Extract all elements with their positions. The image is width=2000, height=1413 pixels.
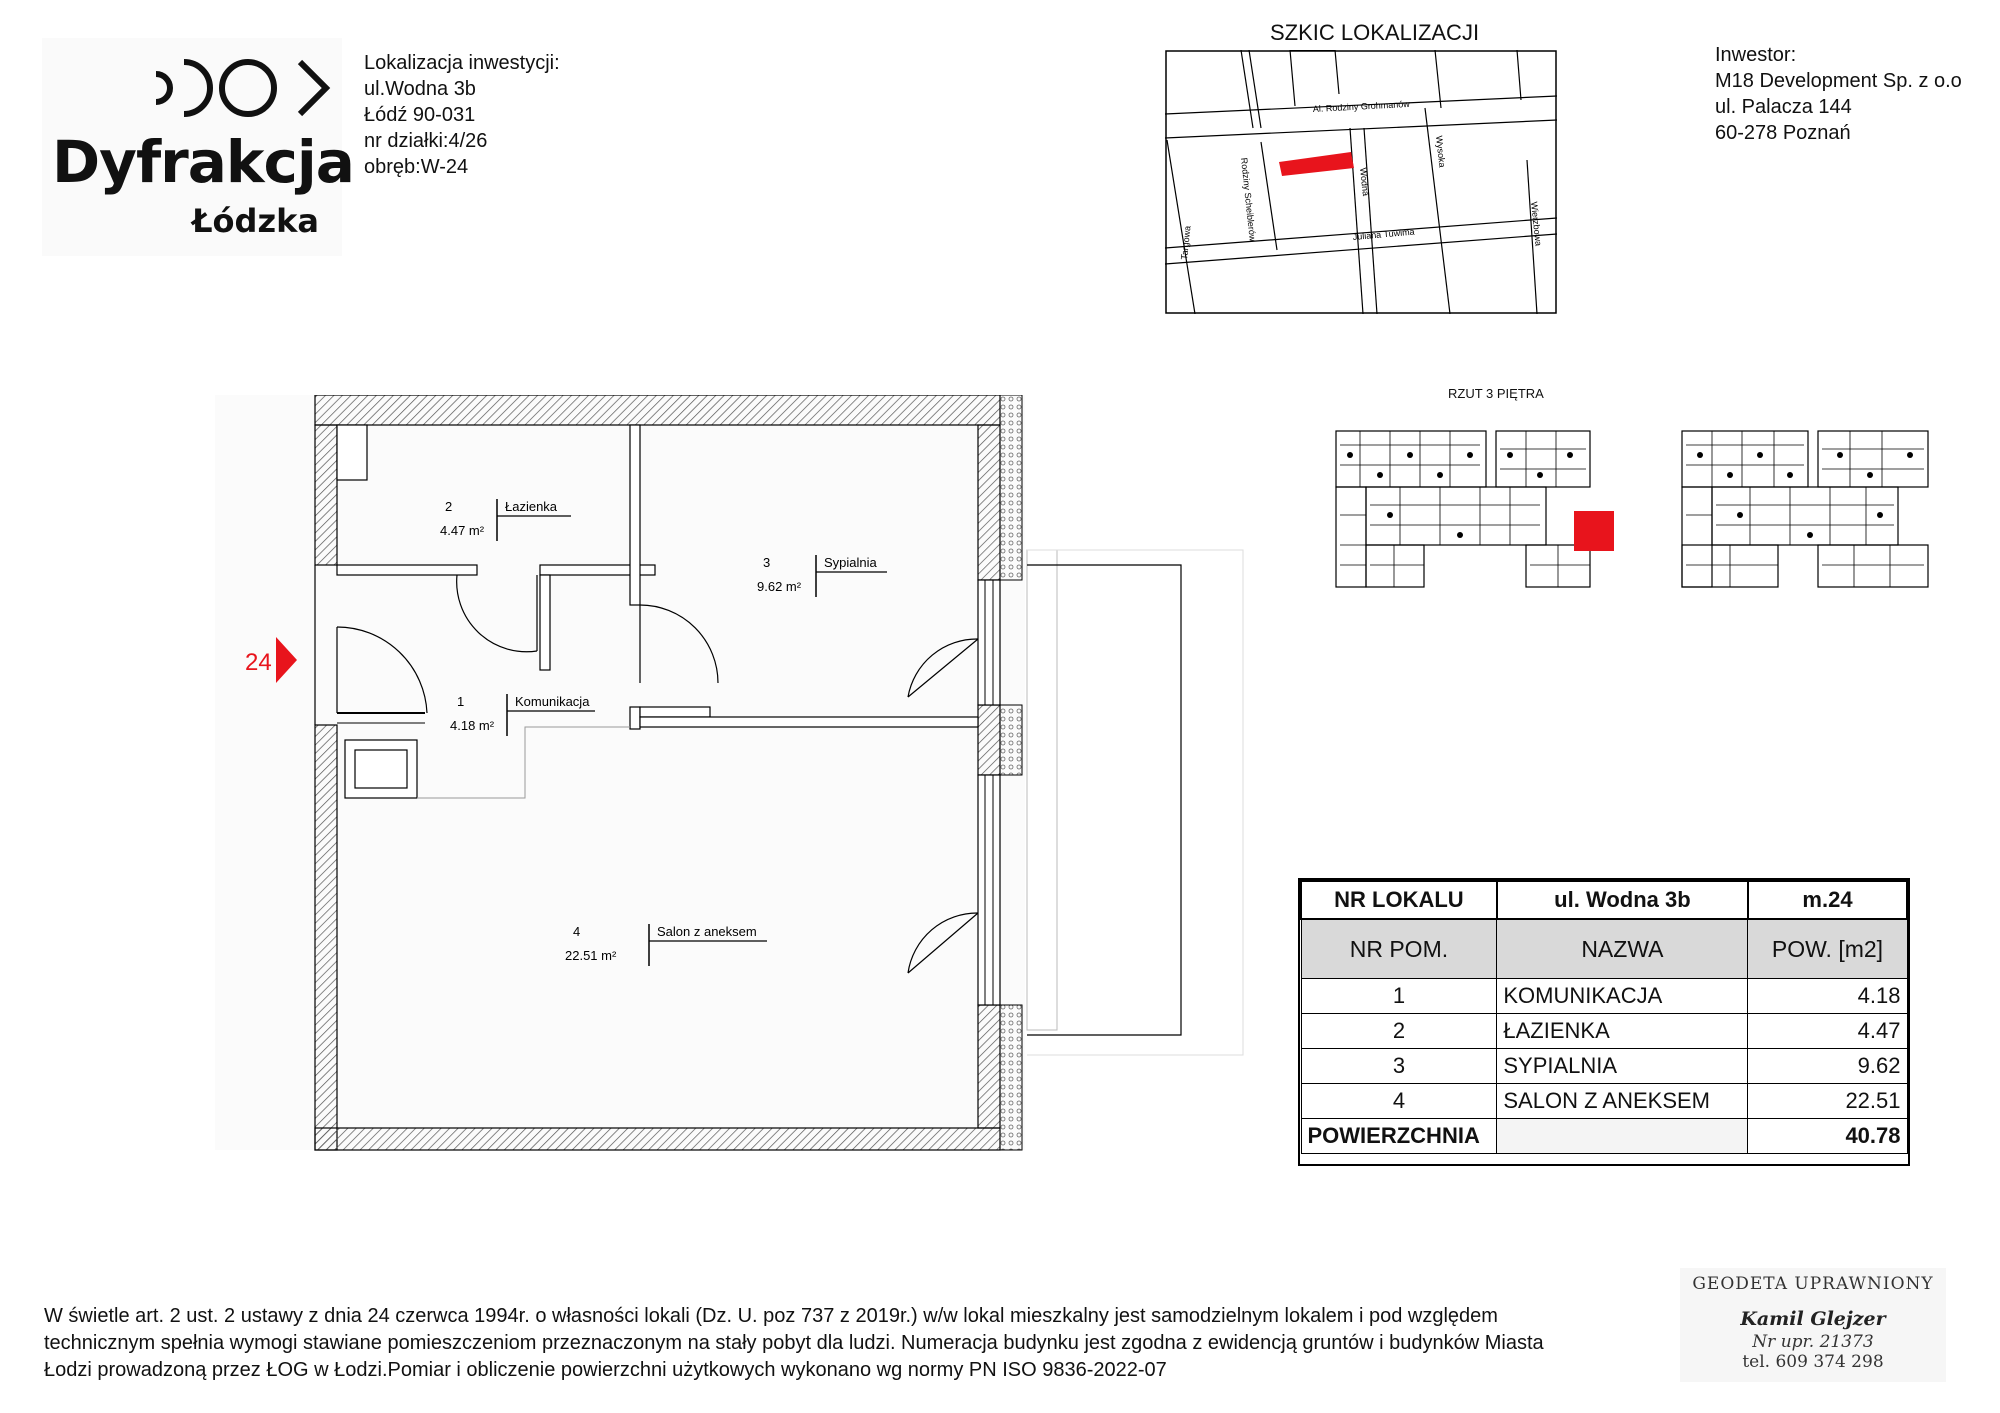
apartment-location-marker — [1574, 511, 1614, 551]
street-targowa: Targowa — [1179, 225, 1193, 261]
room-name-cell: ŁAZIENKA — [1497, 1014, 1748, 1049]
location-map — [1165, 50, 1557, 314]
legal-line-2: technicznym spełnia wymogi stawiane pomieszczeniom przeznaczonym na stały pobyt dla ludzi. Numeracja budynku jest zgodna z ewidencją gruntów i budynków Miasta — [44, 1332, 1544, 1354]
investor-company: M18 Development Sp. z o.o — [1715, 70, 1962, 92]
stamp-title: GEODETA UPRAWNIONY — [1692, 1274, 1934, 1294]
table-row — [1301, 1084, 1907, 1119]
investor-city: 60-278 Poznań — [1715, 122, 1851, 144]
street-wierzbowa: Wierzbowa — [1529, 201, 1544, 247]
room-name-cell: SYPIALNIA — [1497, 1049, 1748, 1084]
entrance-number: 24 — [245, 649, 272, 676]
room-no-cell: 3 — [1301, 1049, 1497, 1084]
legal-line-3: Łodzi prowadzoną przez ŁOG w Łodzi.Pomiar i obliczenie powierzchni użytkowych wykonano wg normy PN ISO 9836-2022-07 — [44, 1359, 1167, 1381]
room-area-cell: 4.47 — [1748, 1014, 1907, 1049]
total-blank-cell — [1497, 1119, 1748, 1154]
street-tuwima: Juliana Tuwima — [1352, 226, 1415, 242]
legal-statement — [44, 1303, 1684, 1384]
room-name-cell: KOMUNIKACJA — [1497, 979, 1748, 1014]
location-title: Lokalizacja inwestycji: — [364, 52, 560, 74]
total-area: 40.78 — [1748, 1119, 1907, 1154]
room-name: Salon z aneksem — [657, 924, 757, 939]
logo-word: Dyfrakcja — [52, 128, 354, 196]
building-floor-plan — [1330, 425, 1970, 597]
map-title: SZKIC LOKALIZACJI — [1270, 20, 1480, 45]
legal-line-1: W świetle art. 2 ust. 2 ustawy z dnia 24 czerwca 1994r. o własności lokali (Dz. U. poz 737 z 2019r.) w/w lokal mieszkalny jest samodzielnym lokalem i pod względem — [44, 1305, 1498, 1327]
room-name: Łazienka — [505, 499, 558, 514]
column-room-no: NR POM. — [1301, 919, 1497, 979]
surveyor-stamp — [1680, 1268, 1946, 1382]
room-num: 2 — [445, 499, 453, 514]
room-num: 3 — [763, 555, 771, 570]
column-name: NAZWA — [1497, 919, 1748, 979]
logo-mark-icon — [138, 52, 338, 124]
investor-info — [1715, 42, 1962, 146]
room-area: 4.18 m² — [450, 718, 495, 733]
room-no-cell: 2 — [1301, 1014, 1497, 1049]
street-grohman: Al. Rodziny Grohmanów — [1312, 98, 1411, 114]
table-row — [1301, 1014, 1907, 1049]
room-area-cell: 4.18 — [1748, 979, 1907, 1014]
location-precinct: obręb:W-24 — [364, 156, 469, 178]
location-street: ul.Wodna 3b — [364, 78, 476, 100]
room-area-cell: 9.62 — [1748, 1049, 1907, 1084]
street-wysoka: Wysoka — [1434, 135, 1448, 168]
table-header-row — [1301, 881, 1907, 919]
room-area-table — [1300, 880, 1908, 1154]
room-no-cell: 1 — [1301, 979, 1497, 1014]
room-name-cell: SALON Z ANEKSEM — [1497, 1084, 1748, 1119]
room-name: Sypialnia — [824, 555, 877, 570]
table-total-row — [1301, 1119, 1907, 1154]
room-num: 1 — [457, 694, 465, 709]
investor-title: Inwestor: — [1715, 44, 1797, 66]
location-city: Łódź 90-031 — [364, 104, 476, 126]
stamp-name: Kamil Glejzer — [1740, 1308, 1886, 1330]
location-plot: nr działki:4/26 — [364, 130, 488, 152]
investor-street: ul. Palacza 144 — [1715, 96, 1852, 118]
table-column-row — [1301, 919, 1907, 979]
header-address: ul. Wodna 3b — [1497, 881, 1748, 919]
header-unit: m.24 — [1748, 881, 1907, 919]
room-no-cell: 4 — [1301, 1084, 1497, 1119]
stamp-phone: tel. 609 374 298 — [1742, 1352, 1884, 1372]
room-name: Komunikacja — [515, 694, 590, 709]
room-area-cell: 22.51 — [1748, 1084, 1907, 1119]
room-area: 9.62 m² — [757, 579, 802, 594]
column-area: POW. [m2] — [1748, 919, 1907, 979]
room-area: 4.47 m² — [440, 523, 485, 538]
room-area: 22.51 m² — [565, 948, 617, 963]
table-row — [1301, 979, 1907, 1014]
floor-plan-title: RZUT 3 PIĘTRA — [1448, 386, 1544, 401]
apartment-floor-plan — [215, 395, 1245, 1155]
stamp-license: Nr upr. 21373 — [1752, 1332, 1874, 1352]
header-apartment-no: NR LOKALU — [1301, 881, 1497, 919]
logo-subtitle: Łódzka — [192, 202, 319, 240]
total-label: POWIERZCHNIA — [1301, 1119, 1497, 1154]
location-info — [364, 50, 560, 180]
table-row — [1301, 1049, 1907, 1084]
room-num: 4 — [573, 924, 581, 939]
street-scheibler: Rodziny Scheiblerów — [1239, 157, 1258, 242]
street-wodna: Wodna — [1358, 167, 1371, 197]
